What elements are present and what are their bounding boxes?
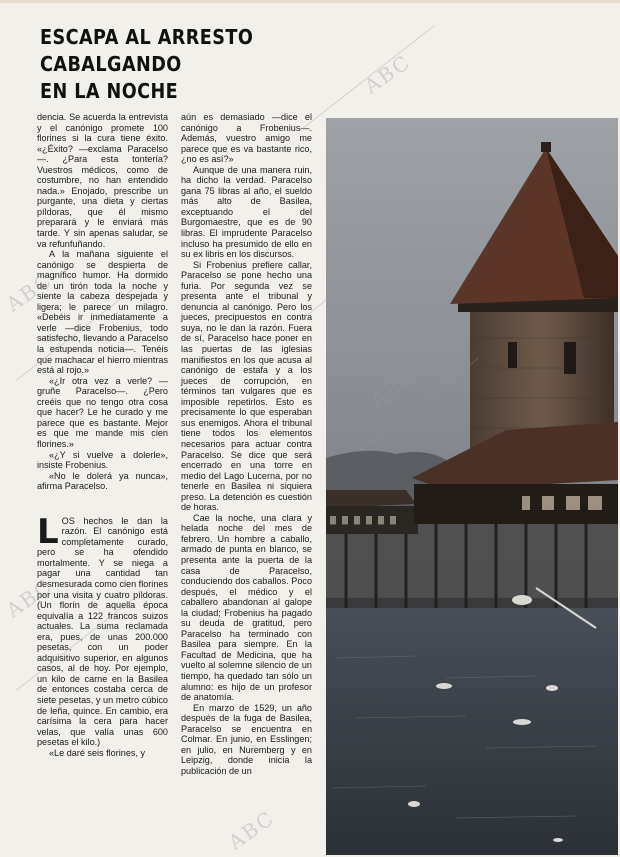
watermark: ABC	[365, 363, 422, 413]
watermark: ABC	[323, 237, 380, 287]
watermark: ABC	[359, 49, 416, 99]
bridge-structure	[414, 484, 618, 524]
watermark: ABC	[1, 573, 58, 623]
watermark: ABC	[1, 267, 58, 317]
paragraph: En marzo de 1529, un año después de la fuga de Basilea, Paracelso se encuentra en Colmar. En junio, en Esslingen; en julio, en Nuremberg y en Leipzig, donde inicia la publicación de un	[181, 702, 312, 776]
title-line-3: EN LA NOCHE	[40, 79, 179, 103]
paragraph: dencia. Se acuerda la entrevista y el canónigo promete 100 florines si la cura tiene éxito. «¿Éxito? —exclama Paracelso—. ¿Para esta tontería? Vuestros médicos, como de costumbre, no han entendido nada.» Enojado, prescribe un purgante, una dieta y ciertas píldoras, que él mismo preparará y le enviará más tarde. Y sin apenas saludar, se va refunfuñando.	[37, 112, 168, 249]
paragraph: «No le dolerá ya nunca», afirma Paracelso.	[37, 470, 168, 492]
tower-photograph	[323, 118, 618, 855]
paragraph: «¿Y si vuelve a dolerle», insiste Frobenius.	[37, 449, 168, 471]
tower-photo-illustration	[323, 118, 618, 855]
bridge-shadow	[326, 524, 618, 608]
paragraph-dropcap	[37, 511, 168, 748]
dropcap-body: OS hechos le dan la razón. El canónigo está completamente curado, pero se ha ofendido mortalmente. Y se niega a pagar una cantidad tan desmesurada como cien florines por una visita y cuatro píldoras. (Un florín de aquella época equivalía a 122 francos suizos actuales. La suma reclamada era, pues, de unas 200.000 pesetas, con un poder adquisitivo superior, en algunos casos, al de hoy. Por ejemplo, un kilo de carne en la Basilea de entonces costaba cerca de siete pesetas, y un metro cúbico de leña, quince. En cambio, era carísima la cera para hacer velas, que valía unas 600 pesetas el kilo.)	[37, 515, 168, 748]
paragraph: A la mañana siguiente el canónigo se despierta de magnífico humor. Ha dormido de un tirón toda la noche y siente la cabeza despejada y ligera; le parece un milagro. «Debéis ir inmediatamente a verle —dice Frobenius, todo satisfecho, llevando a Paracelso la estupenda noticia—. Tenéis que machacar el hierro mientras está al rojo.»	[37, 249, 168, 376]
paragraph: aún es demasiado —dice el canónigo a Frobenius—. Además, vuestro amigo me parece que es va bastante rico, ¿no es así?»	[181, 112, 312, 165]
title-line-1: ESCAPA AL ARRESTO	[40, 25, 254, 49]
lake-water	[326, 598, 618, 855]
paragraph: Si Frobenius prefiere callar, Paracelso se pone hecho una furia. Por segunda vez se presenta ante el tribunal y denuncia al canónigo. Pero los jueces, precipuestos en contra suya, no le dan la razón. Fuera de sí, Paracelso hace poner en las puertas de las iglesias manifiestos en los que acusa al canónigo de estafa y a los jueces de corrupción, en términos tan vulgares que es imposible repetirlos. Esto es precisamente lo que esperaban sus enemigos. Ahora el tribunal tiene todos los elementos necesarios para actuar contra Paracelso. Se dice que será encerrado en una torre en medio del Lago Lucerna, por no tenerle en Basilea ni siquiera preso. La detención es cuestión de horas.	[181, 259, 312, 513]
drop-cap: L	[37, 511, 59, 552]
paragraph: «Le daré seis florines, y	[49, 747, 146, 758]
tower-window	[508, 342, 517, 368]
paragraph: Aunque de una manera ruin, ha dicho la verdad. Paracelso gana 75 libras al año, el sueldo más alto de Basilea, exceptuando el del Burgomaestre, que es de 90 libras. El imprudente Paracelso incluso ha presumido de ello en su ex libris en los discursos.	[181, 164, 312, 260]
top-color-strip	[0, 0, 620, 3]
watermark: ABC	[223, 805, 280, 855]
paragraph: Cae la noche, una clara y helada noche del mes de febrero. Un hombre a caballo, armado de punta en blanco, se presenta ante la puerta de la casa de Paracelso, conduciendo dos caballos. Poco después, el médico y el caballero abandonan al galope la ciudad; Frobenius ha pagado su deuda de gratitud, pero Paracelso ha terminado con Basilea para siempre. En la Facultad de Medicina, que ha vuelto al solemne silencio de un tiempo, ha quedado tan sólo un alumno: es hijo de un profesor de anatomía.	[181, 512, 312, 703]
paragraph: «¿Ir otra vez a verle? —gruñe Paracelso—. ¿Pero creéis que no tengo otra cosa que hacer? Le he curado y me parece que es bastante. Mejor es que me mande mis cien florines.»	[37, 375, 168, 449]
title-line-2: CABALGANDO	[40, 52, 182, 76]
article-title	[40, 24, 254, 105]
watermark-line	[300, 25, 435, 130]
tower-window	[564, 342, 576, 374]
text-column-middle	[181, 112, 312, 776]
text-column-left	[37, 112, 168, 758]
roof-finial	[541, 142, 551, 152]
